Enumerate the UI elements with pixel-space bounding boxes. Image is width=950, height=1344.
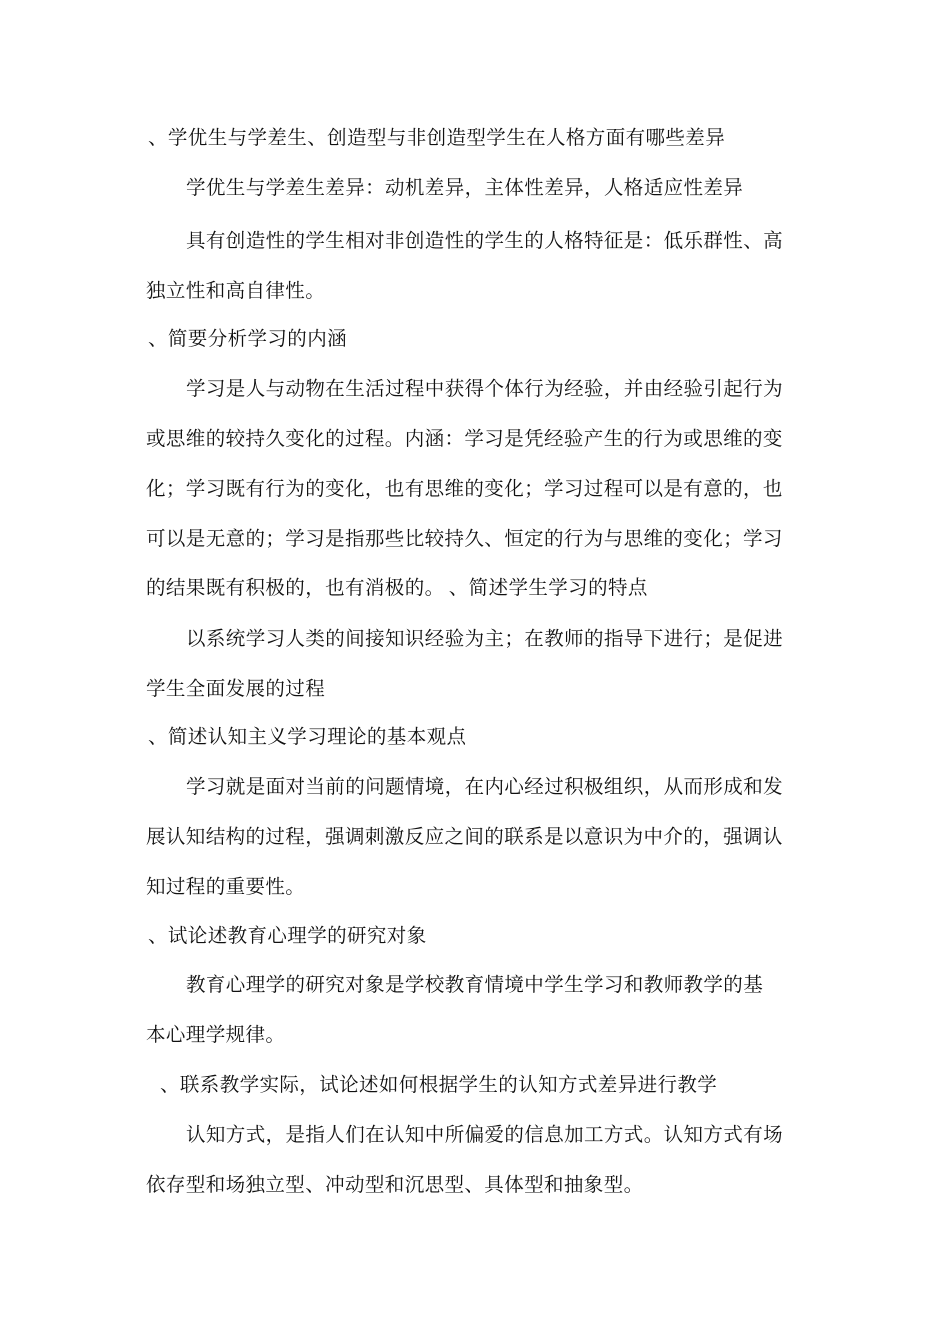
paragraph-line: 展认知结构的过程，强调刺激反应之间的联系是以意识为中介的，强调认	[146, 825, 783, 848]
paragraph-line: 知过程的重要性。	[146, 875, 306, 898]
paragraph-line: 以系统学习人类的间接知识经验为主；在教师的指导下进行；是促进	[186, 627, 784, 650]
paragraph-line: 依存型和场独立型、冲动型和沉思型、具体型和抽象型。	[146, 1173, 644, 1196]
section-heading-cognitive-style-teaching: 、联系教学实际，试论述如何根据学生的认知方式差异进行教学	[160, 1073, 718, 1096]
paragraph-line: 化；学习既有行为的变化，也有思维的变化；学习过程可以是有意的，也	[146, 477, 783, 500]
section-heading-student-learning-features: 、简述学生学习的特点	[448, 576, 648, 599]
paragraph-line: 教育心理学的研究对象是学校教育情境中学生学习和教师教学的基	[186, 973, 764, 996]
paragraph-line: 独立性和高自律性。	[146, 279, 326, 302]
section-heading-research-object: 、试论述教育心理学的研究对象	[148, 924, 427, 947]
paragraph-line-with-inline-heading	[146, 575, 648, 601]
paragraph-line: 本心理学规律。	[146, 1023, 286, 1046]
paragraph-line: 可以是无意的；学习是指那些比较持久、恒定的行为与思维的变化；学习	[146, 527, 783, 550]
section-heading-cognitivism-views: 、简述认知主义学习理论的基本观点	[148, 725, 467, 748]
paragraph-line: 学习是人与动物在生活过程中获得个体行为经验，并由经验引起行为	[186, 377, 784, 400]
paragraph-line: 认知方式，是指人们在认知中所偏爱的信息加工方式。认知方式有场	[186, 1123, 784, 1146]
paragraph-line: 学生全面发展的过程	[146, 677, 326, 700]
paragraph-text: 的结果既有积极的，也有消极的。	[146, 576, 435, 599]
section-heading-learning-connotation: 、简要分析学习的内涵	[148, 327, 348, 350]
section-heading-personality-differences: 、学优生与学差生、创造型与非创造型学生在人格方面有哪些差异	[148, 126, 726, 149]
paragraph-line: 学习就是面对当前的问题情境，在内心经过积极组织，从而形成和发	[186, 775, 784, 798]
paragraph-line: 或思维的较持久变化的过程。内涵：学习是凭经验产生的行为或思维的变	[146, 427, 783, 450]
paragraph-line: 具有创造性的学生相对非创造性的学生的人格特征是：低乐群性、高	[186, 229, 784, 252]
paragraph-line: 学优生与学差生差异：动机差异，主体性差异，人格适应性差异	[186, 176, 744, 199]
